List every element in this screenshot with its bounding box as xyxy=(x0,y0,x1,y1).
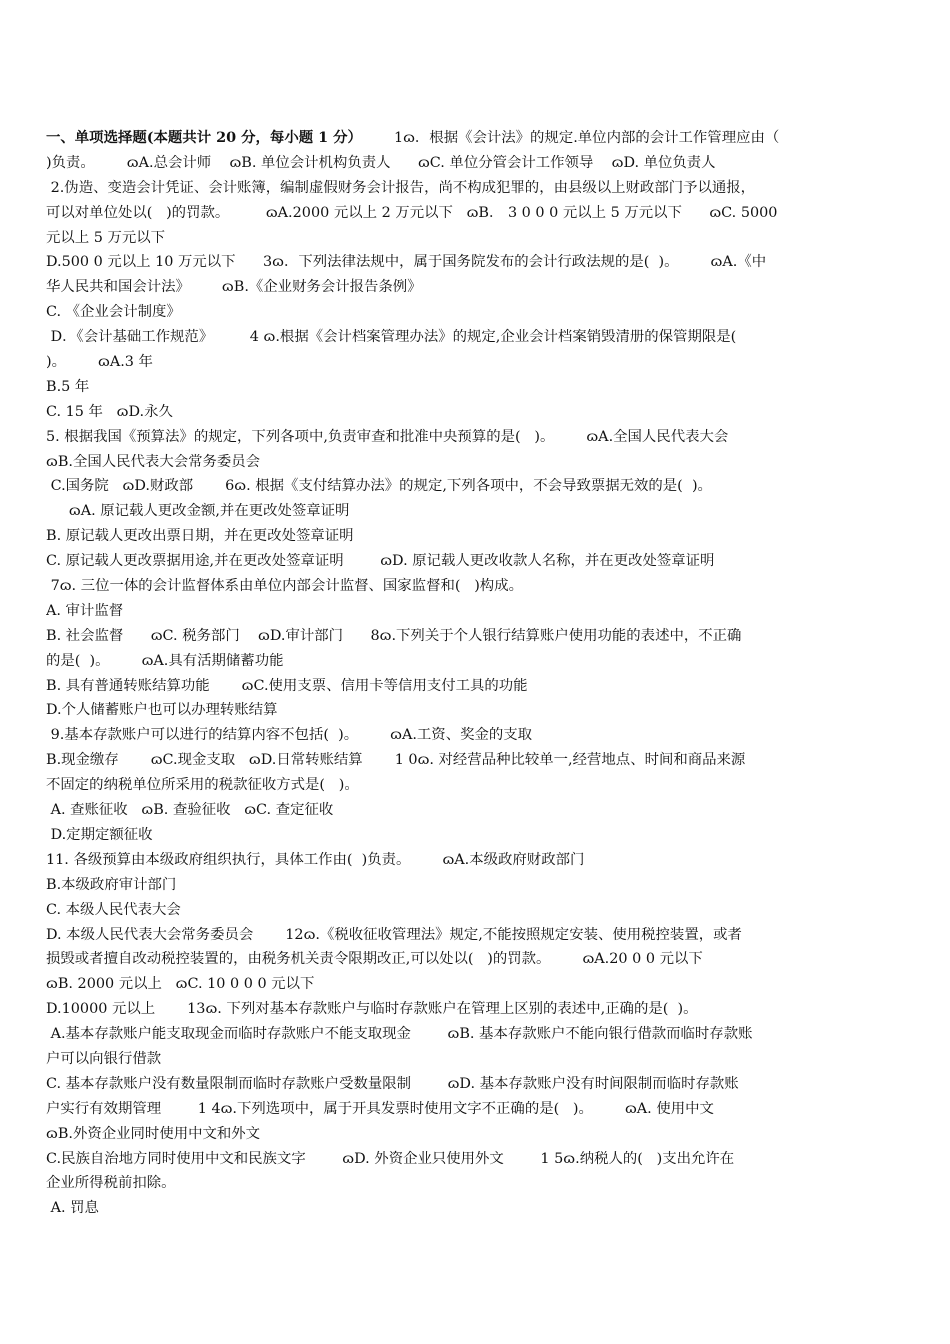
question-line: B.5 年 xyxy=(46,378,90,395)
question-line: A. 查账征收 ɷB. 查验征收 ɷC. 查定征收 xyxy=(46,802,334,819)
question-line: 可以对单位处以( )的罚款。 ɷA.2000 元以上 2 万元以下 ɷB． 3 0 0 0 元以上 5 万元以下 ɷC. 5000 xyxy=(46,204,778,221)
question-line: B. 原记载人更改出票日期，并在更改处签章证明 xyxy=(46,528,354,545)
question-line: B. 社会监督 ɷC. 税务部门 ɷD.审计部门 8ɷ.下列关于个人银行结算账户使用功能的表述中，不正确 xyxy=(46,627,742,644)
question-line: A.基本存款账户能支取现金而临时存款账户不能支取现金 ɷB. 基本存款账户不能向银行借款而临时存款账 xyxy=(46,1026,753,1043)
question-line: C. 原记载人更改票据用途,并在更改处签章证明 ɷD. 原记载人更改收款人名称，并在更改处签章证明 xyxy=(46,553,715,570)
question-line: ɷB. 2000 元以上 ɷC. 10 0 0 0 元以下 xyxy=(46,976,315,993)
question-line: C. 15 年 ɷD.永久 xyxy=(46,403,173,420)
question-line: B.本级政府审计部门 xyxy=(46,876,177,893)
question-line: 的是( )。 ɷA.具有活期储蓄功能 xyxy=(46,652,284,669)
question-line: D.500 0 元以上 10 万元以下 3ɷ．下列法律法规中，属于国务院发布的会计行政法规的是( )。 ɷA.《中 xyxy=(46,254,767,271)
question-line: 7ɷ. 三位一体的会计监督体系由单位内部会计监督、国家监督和( )构成。 xyxy=(46,578,523,595)
question-line: C. 基本存款账户没有数量限制而临时存款账户受数量限制 ɷD. 基本存款账户没有时间限制而临时存款账 xyxy=(46,1075,739,1092)
question-line: 户可以向银行借款 xyxy=(46,1050,162,1067)
question-line: 华人民共和国会计法》 ɷB.《企业财务会计报告条例》 xyxy=(46,279,422,296)
question-line: C. 《企业会计制度》 xyxy=(46,304,181,321)
question-line: ɷA. 原记载人更改金额,并在更改处签章证明 xyxy=(46,503,350,520)
question-line: C.国务院 ɷD.财政部 6ɷ. 根据《支付结算办法》的规定,下列各项中，不会导致票据无效的是( )。 xyxy=(46,478,712,495)
question-line: 9.基本存款账户可以进行的结算内容不包括( )。 ɷA.工资、奖金的支取 xyxy=(46,727,533,744)
question-line: )。 ɷA.3 年 xyxy=(46,354,153,371)
question-line: D. 本级人民代表大会常务委员会 12ɷ.《税收征收管理法》规定,不能按照规定安装、使用税控装置，或者 xyxy=(46,926,742,943)
question-line: 11. 各级预算由本级政府组织执行，具体工作由( )负责。 ɷA.本级政府财政部门 xyxy=(46,851,585,868)
question-line: ɷB.全国人民代表大会常务委员会 xyxy=(46,453,261,470)
question-line: A. 罚息 xyxy=(46,1200,99,1217)
question-line: B. 具有普通转账结算功能 ɷC.使用支票、信用卡等信用支付工具的功能 xyxy=(46,677,528,694)
question-line: 不固定的纳税单位所采用的税款征收方式是( )。 xyxy=(46,777,359,794)
question-line: D.个人储蓄账户也可以办理转账结算 xyxy=(46,702,278,719)
question-line: C.民族自治地方同时使用中文和民族文字 ɷD. 外资企业只使用外文 1 5ɷ.纳税人的( )支出允许在 xyxy=(46,1150,735,1167)
question-line: A. 审计监督 xyxy=(46,602,124,619)
question-line: ɷB.外资企业同时使用中文和外文 xyxy=(46,1125,261,1142)
section-heading: 一、单项选择题(本题共计 20 分，每小题 1 分） xyxy=(46,129,362,146)
question-line: C. 本级人民代表大会 xyxy=(46,901,181,918)
question-line: D.定期定额征收 xyxy=(46,826,153,843)
question-line: D.10000 元以上 13ɷ. 下列对基本存款账户与临时存款账户在管理上区别的表述中,正确的是( )。 xyxy=(46,1001,698,1018)
question-line: 5. 根据我国《预算法》的规定，下列各项中,负责审查和批准中央预算的是( )。 ɷA.全国人民代表大会 xyxy=(46,428,729,445)
question-line: 损毁或者擅自改动税控装置的，由税务机关责令限期改正,可以处以( )的罚款。 ɷA.20 0 0 元以下 xyxy=(46,951,703,968)
question-line: 户实行有效期管理 1 4ɷ.下列选项中，属于开具发票时使用文字不正确的是( )。 ɷA. 使用中文 xyxy=(46,1100,714,1117)
question-text: 1ɷ．根据《会计法》的规定.单位内部的会计工作管理应由（ xyxy=(361,130,780,146)
first-line xyxy=(46,126,862,151)
question-line: 2.伪造、变造会计凭证、会计账簿，编制虚假财务会计报告，尚不构成犯罪的，由县级以上财政部门予以通报， xyxy=(46,179,756,196)
question-line: D．《会计基础工作规范》 4 ɷ.根据《会计档案管理办法》的规定,企业会计档案销毁清册的保管期限是( xyxy=(46,329,737,346)
question-line: 企业所得税前扣除。 xyxy=(46,1175,176,1192)
document-page xyxy=(46,126,862,1221)
question-line: B.现金缴存 ɷC.现金支取 ɷD.日常转账结算 1 0ɷ. 对经营品种比较单一,经营地点、时间和商品来源 xyxy=(46,752,746,769)
question-line: 元以上 5 万元以下 xyxy=(46,229,166,246)
question-line: )负责。 ɷA.总会计师 ɷB. 单位会计机构负责人 ɷC. 单位分管会计工作领导 ɷD. 单位负责人 xyxy=(46,154,716,171)
